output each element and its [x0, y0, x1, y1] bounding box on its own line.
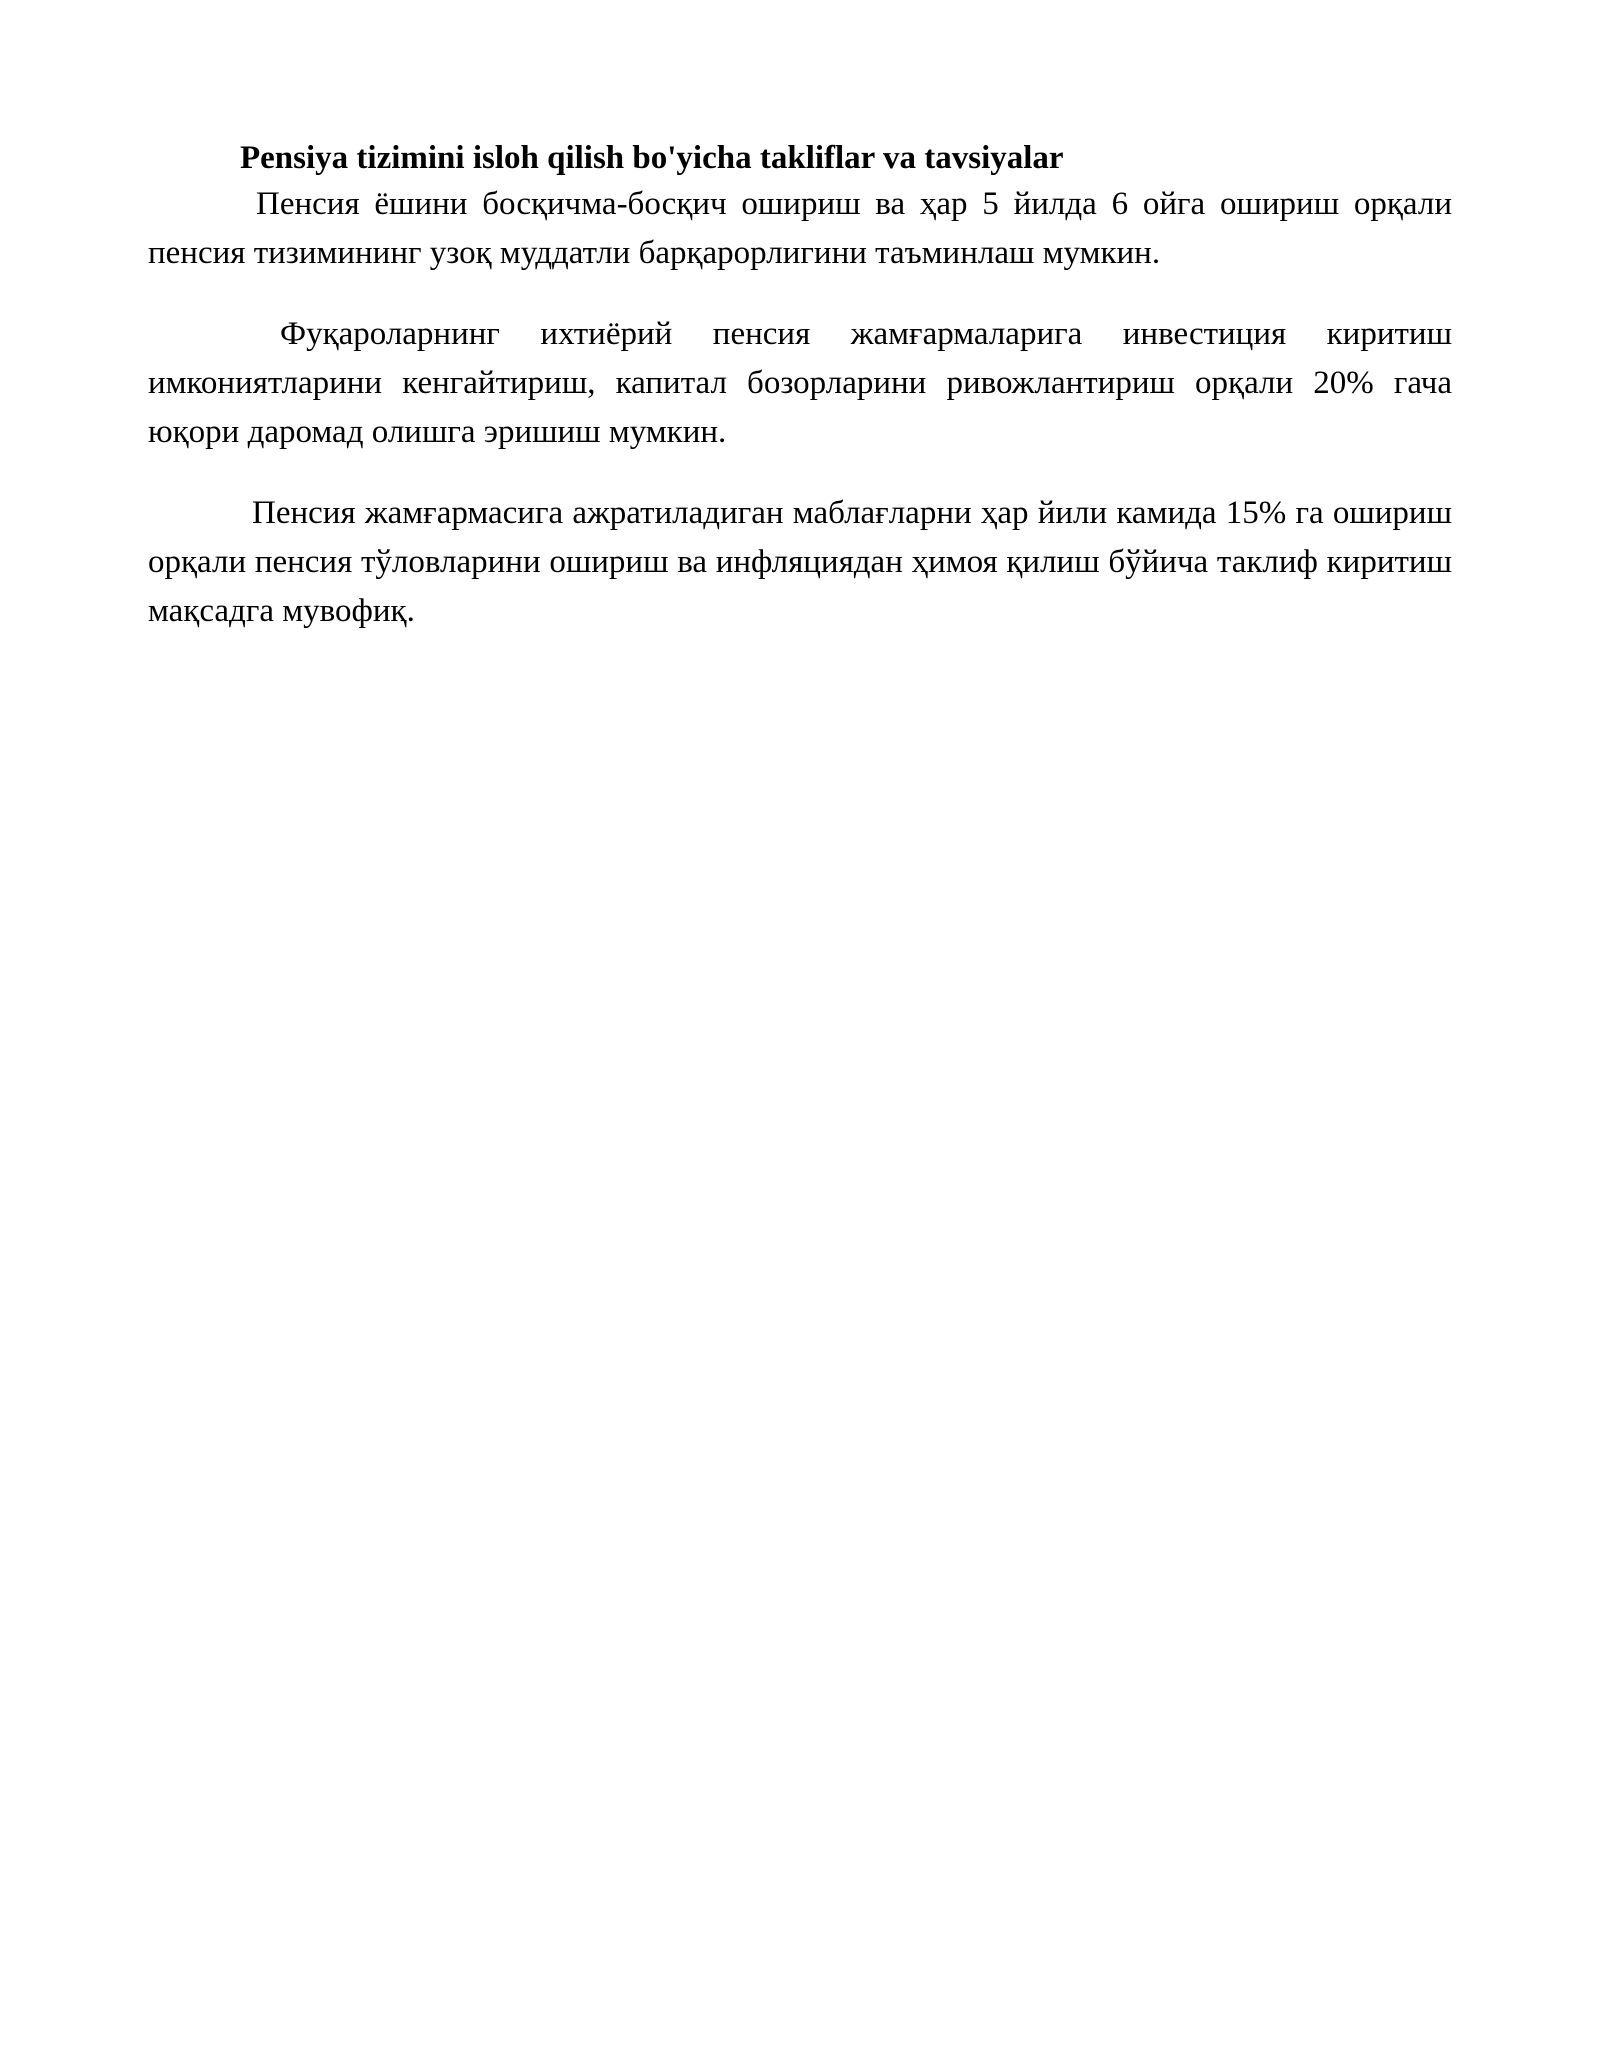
- document-body: [148, 136, 1452, 636]
- paragraph-2: Фуқароларнинг ихтиёрий пенсия жамғармаларига инвестиция киритиш имкониятларини кенгайтириш, капитал бозорларини ривожлантириш орқали 20% гача юқори даромад олишга эришиш мумкин.: [148, 316, 1452, 450]
- paragraph-1: Пенсия ёшини босқичма-босқич ошириш ва ҳар 5 йилда 6 ойга ошириш орқали пенсия тизимининг узоқ муддатли барқарорлигини таъминлаш мумкин.: [148, 186, 1452, 271]
- document-title: Pensiya tizimini isloh qilish bo'yicha takliflar va tavsiyalar: [240, 140, 1064, 176]
- paragraph-3: Пенсия жамғармасига ажратиладиган маблағларни ҳар йили камида 15% га ошириш орқали пенсия тўловларини ошириш ва инфляциядан ҳимоя қилиш бўйича таклиф киритиш мақсадга мувофиқ.: [148, 495, 1452, 629]
